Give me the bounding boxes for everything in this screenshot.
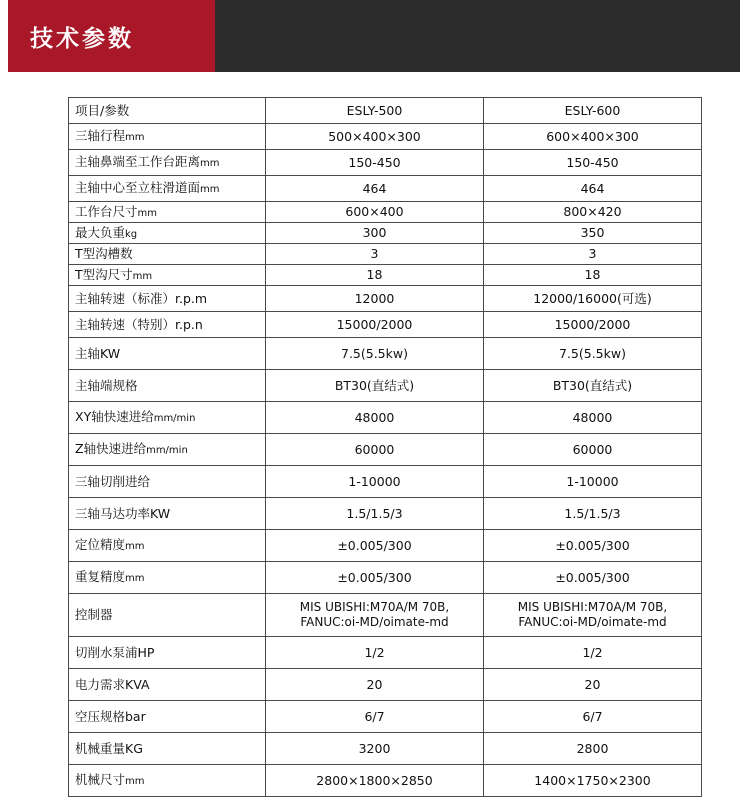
cell-esly-600: 3	[484, 244, 702, 265]
row-label: 工作台尺寸mm	[69, 202, 266, 223]
table-row	[69, 434, 702, 466]
row-label: 主轴KW	[69, 338, 266, 370]
cell-esly-600: 800×420	[484, 202, 702, 223]
cell-esly-600: 12000/16000(可选)	[484, 286, 702, 312]
cell-esly-500: 1-10000	[266, 466, 484, 498]
row-label-unit: mm/min	[153, 413, 196, 425]
spec-table-body	[69, 98, 702, 797]
table-row	[69, 466, 702, 498]
cell-esly-500: 3200	[266, 733, 484, 765]
table-row	[69, 124, 702, 150]
row-label-unit: mm	[125, 541, 145, 553]
cell-esly-500: 1.5/1.5/3	[266, 498, 484, 530]
header-accent-block	[0, 0, 215, 72]
cell-esly-500: 150-450	[266, 150, 484, 176]
row-label: 空压规格bar	[69, 701, 266, 733]
row-label: 机械重量KG	[69, 733, 266, 765]
row-label: 机械尺寸mm	[69, 765, 266, 797]
row-label: 主轴端规格	[69, 370, 266, 402]
row-label: 主轴转速（特别）r.p.n	[69, 312, 266, 338]
cell-esly-600: 350	[484, 223, 702, 244]
cell-esly-600: 1/2	[484, 637, 702, 669]
page-title: 技术参数	[30, 25, 134, 52]
cell-esly-600: ±0.005/300	[484, 530, 702, 562]
row-label-unit: mm	[125, 776, 145, 788]
row-label: 控制器	[69, 594, 266, 637]
table-row	[69, 265, 702, 286]
table-row	[69, 594, 702, 637]
cell-esly-600: 7.5(5.5kw)	[484, 338, 702, 370]
cell-esly-500: ±0.005/300	[266, 530, 484, 562]
cell-esly-500: 1/2	[266, 637, 484, 669]
column-header-2: ESLY-600	[484, 98, 702, 124]
cell-esly-500: 6/7	[266, 701, 484, 733]
cell-esly-500: 3	[266, 244, 484, 265]
cell-esly-500: 12000	[266, 286, 484, 312]
row-label: 主轴转速（标准）r.p.m	[69, 286, 266, 312]
cell-esly-600: 2800	[484, 733, 702, 765]
cell-esly-600: 600×400×300	[484, 124, 702, 150]
cell-esly-600: 1.5/1.5/3	[484, 498, 702, 530]
row-label-unit: mm	[125, 573, 145, 585]
table-header-row	[69, 98, 702, 124]
cell-esly-500: 500×400×300	[266, 124, 484, 150]
row-label: XY轴快速进给mm/min	[69, 402, 266, 434]
cell-esly-500: 60000	[266, 434, 484, 466]
table-row	[69, 244, 702, 265]
row-label: 主轴鼻端至工作台距离mm	[69, 150, 266, 176]
column-header-1: ESLY-500	[266, 98, 484, 124]
cell-esly-500: 15000/2000	[266, 312, 484, 338]
row-label: 项目/参数	[69, 98, 266, 124]
row-label: 定位精度mm	[69, 530, 266, 562]
row-label: T型沟槽数	[69, 244, 266, 265]
row-label-unit: mm	[137, 207, 157, 219]
table-row	[69, 701, 702, 733]
cell-line: MIS UBISHI:M70A/M 70B,	[299, 600, 450, 614]
row-label-unit: mm	[132, 270, 153, 282]
cell-esly-500: 2800×1800×2850	[266, 765, 484, 797]
row-label: 三轴行程mm	[69, 124, 266, 150]
cell-line: FANUC:oi-MD/oimate-md	[300, 615, 449, 629]
cell-esly-600: BT30(直结式)	[484, 370, 702, 402]
cell-line: FANUC:oi-MD/oimate-md	[518, 615, 667, 629]
cell-esly-600: 464	[484, 176, 702, 202]
spec-table-wrap	[0, 72, 740, 797]
table-row	[69, 733, 702, 765]
table-row	[69, 312, 702, 338]
spec-table	[68, 97, 702, 797]
row-label-unit: mm	[200, 184, 220, 196]
table-row	[69, 338, 702, 370]
row-label: Z轴快速进给mm/min	[69, 434, 266, 466]
row-label: 三轴切削进给	[69, 466, 266, 498]
cell-esly-600: 60000	[484, 434, 702, 466]
cell-esly-500: 600×400	[266, 202, 484, 223]
row-label: 切削水泵浦HP	[69, 637, 266, 669]
row-label-unit: mm/min	[146, 445, 188, 457]
row-label: 三轴马达功率KW	[69, 498, 266, 530]
table-row	[69, 637, 702, 669]
cell-esly-600: 20	[484, 669, 702, 701]
cell-esly-600: 48000	[484, 402, 702, 434]
table-row	[69, 150, 702, 176]
cell-esly-600: 6/7	[484, 701, 702, 733]
cell-esly-600: ±0.005/300	[484, 562, 702, 594]
table-row	[69, 562, 702, 594]
cell-line: MIS UBISHI:M70A/M 70B,	[517, 600, 668, 614]
table-row	[69, 530, 702, 562]
cell-esly-600: 150-450	[484, 150, 702, 176]
cell-esly-500: 48000	[266, 402, 484, 434]
cell-esly-500: ±0.005/300	[266, 562, 484, 594]
cell-esly-500: 464	[266, 176, 484, 202]
header-dark-block	[215, 0, 740, 72]
table-row	[69, 370, 702, 402]
header-left-edge	[0, 0, 8, 72]
cell-esly-600: 1-10000	[484, 466, 702, 498]
table-row	[69, 223, 702, 244]
row-label-unit: mm	[125, 132, 145, 144]
table-row	[69, 202, 702, 223]
cell-esly-500: 300	[266, 223, 484, 244]
row-label: 主轴中心至立柱滑道面mm	[69, 176, 266, 202]
cell-esly-600: 18	[484, 265, 702, 286]
cell-esly-500	[266, 594, 484, 637]
cell-esly-500: BT30(直结式)	[266, 370, 484, 402]
row-label: 电力需求KVA	[69, 669, 266, 701]
row-label-unit: mm	[200, 158, 220, 170]
row-label: 重复精度mm	[69, 562, 266, 594]
cell-esly-600: 1400×1750×2300	[484, 765, 702, 797]
table-row	[69, 286, 702, 312]
table-row	[69, 765, 702, 797]
table-row	[69, 176, 702, 202]
cell-esly-500: 20	[266, 669, 484, 701]
cell-esly-600: 15000/2000	[484, 312, 702, 338]
row-label: 最大负重kg	[69, 223, 266, 244]
row-label: T型沟尺寸mm	[69, 265, 266, 286]
cell-esly-500: 7.5(5.5kw)	[266, 338, 484, 370]
cell-esly-500: 18	[266, 265, 484, 286]
table-row	[69, 669, 702, 701]
table-row	[69, 402, 702, 434]
row-label-unit: kg	[125, 228, 138, 240]
page-header	[0, 0, 740, 72]
cell-esly-600	[484, 594, 702, 637]
table-row	[69, 498, 702, 530]
